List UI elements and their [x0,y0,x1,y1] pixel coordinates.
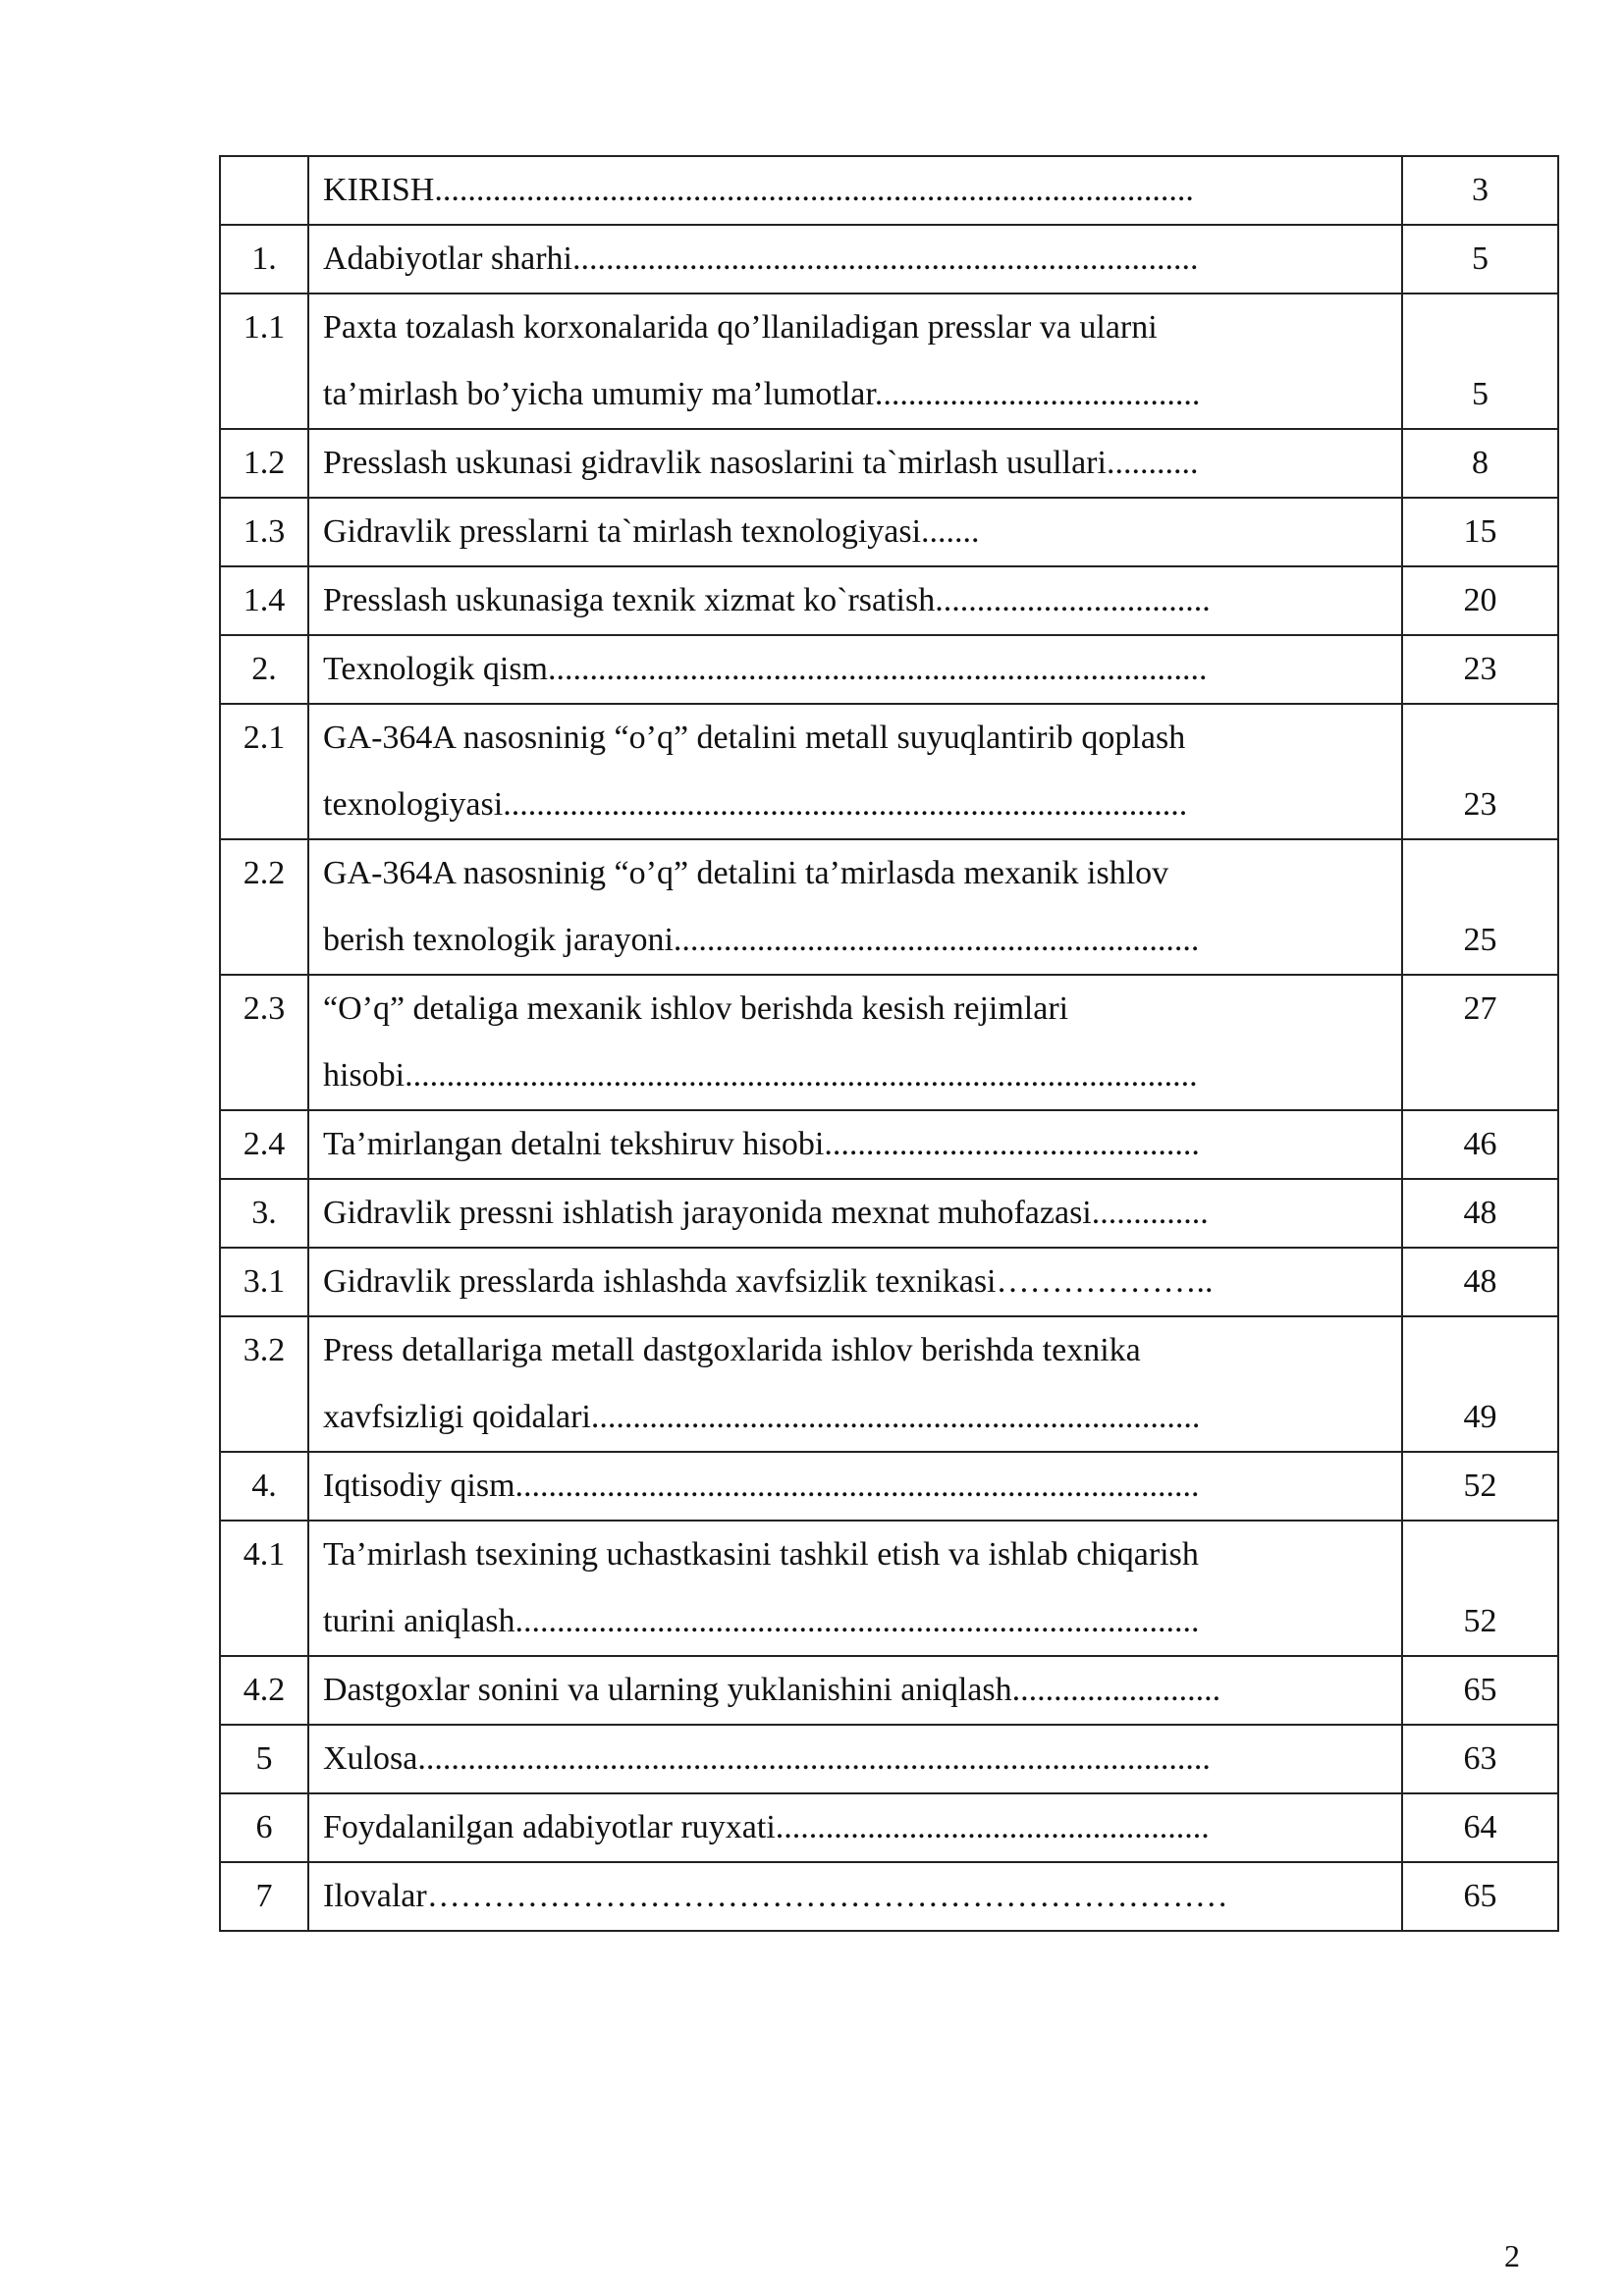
toc-title-line: ta’mirlash bo’yicha umumiy ma’lumotlar....................................... [323,376,1201,412]
toc-row [220,1656,1558,1725]
toc-page-number: 23 [1402,704,1558,839]
toc-section-number: 3. [220,1179,308,1248]
toc-row [220,1248,1558,1316]
toc-section-title [308,1179,1402,1248]
toc-page-number: 5 [1402,225,1558,294]
toc-page-number: 25 [1402,839,1558,975]
toc-title-line: Ta’mirlangan detalni tekshiruv hisobi............................................. [323,1126,1200,1162]
toc-section-number: 2.1 [220,704,308,839]
toc-section-number: 1.1 [220,294,308,429]
toc-title-line: berish texnologik jarayoni............................................................... [323,922,1200,958]
toc-section-title [308,839,1402,975]
toc-section-number: 2.3 [220,975,308,1110]
toc-body [220,156,1558,1931]
toc-title-line: KIRISH........................................................................................... [323,172,1194,208]
toc-row [220,1725,1558,1793]
toc-section-title [308,1316,1402,1452]
toc-page-number: 48 [1402,1248,1558,1316]
toc-row [220,839,1558,975]
toc-section-title [308,635,1402,704]
toc-section-number [220,156,308,225]
toc-page-number: 64 [1402,1793,1558,1862]
toc-section-title [308,1725,1402,1793]
toc-title-line: texnologiyasi.................................................................................. [323,786,1188,823]
toc-title-line: Gidravlik presslarni ta`mirlash texnologiyasi....... [323,513,980,550]
toc-title-line: Foydalanilgan adabiyotlar ruyxati.................................................... [323,1809,1210,1845]
toc-page-number: 27 [1402,975,1558,1110]
toc-row [220,498,1558,566]
toc-row [220,566,1558,635]
toc-title-line: Xulosa............................................................................................... [323,1740,1211,1777]
toc-section-title [308,429,1402,498]
toc-row [220,975,1558,1110]
toc-section-number: 2. [220,635,308,704]
toc-section-number: 2.2 [220,839,308,975]
toc-title-line: Dastgoxlar sonini va ularning yuklanishini aniqlash......................... [323,1672,1221,1708]
toc-section-title [308,1110,1402,1179]
toc-page-number: 3 [1402,156,1558,225]
toc-section-title [308,156,1402,225]
toc-section-title [308,225,1402,294]
toc-section-number: 1.4 [220,566,308,635]
toc-section-title [308,1862,1402,1931]
toc-page-number: 65 [1402,1862,1558,1931]
toc-row [220,1452,1558,1521]
toc-page-number: 52 [1402,1521,1558,1656]
toc-section-number: 4.2 [220,1656,308,1725]
toc-page-number: 49 [1402,1316,1558,1452]
toc-section-title [308,498,1402,566]
toc-section-number: 4. [220,1452,308,1521]
toc-title-line: Gidravlik presslarda ishlashda xavfsizlik texnikasi……………….. [323,1263,1214,1300]
toc-section-number: 7 [220,1862,308,1931]
toc-title-line: Ilovalar……………………………………………………………… [323,1878,1228,1914]
toc-section-number: 1.3 [220,498,308,566]
toc-page-number: 20 [1402,566,1558,635]
toc-section-title [308,975,1402,1110]
toc-page-number: 65 [1402,1656,1558,1725]
toc-title-line: GA-364A nasosninig “o’q” detalini ta’mirlasda mexanik ishlov [323,855,1169,891]
toc-title-line: Ta’mirlash tsexining uchastkasini tashkil etish va ishlab chiqarish [323,1536,1199,1573]
toc-section-title [308,1521,1402,1656]
toc-title-line: Presslash uskunasi gidravlik nasoslarini ta`mirlash usullari........... [323,445,1199,481]
toc-title-line: Presslash uskunasiga texnik xizmat ko`rsatish................................. [323,582,1211,618]
toc-row [220,1521,1558,1656]
toc-page-number: 8 [1402,429,1558,498]
toc-section-number: 1. [220,225,308,294]
toc-title-line: turini aniqlash.................................................................................. [323,1603,1200,1639]
toc-title-line: hisobi............................................................................................... [323,1057,1198,1094]
toc-section-number: 5 [220,1725,308,1793]
toc-title-line: Press detallariga metall dastgoxlarida ishlov berishda texnika [323,1332,1141,1368]
toc-page-number: 63 [1402,1725,1558,1793]
toc-row [220,294,1558,429]
toc-row [220,429,1558,498]
toc-row [220,1793,1558,1862]
toc-section-number: 1.2 [220,429,308,498]
toc-title-line: Gidravlik pressni ishlatish jarayonida mexnat muhofazasi.............. [323,1195,1209,1231]
toc-title-line: Iqtisodiy qism.................................................................................. [323,1468,1200,1504]
toc-title-line: Texnologik qism............................................................................... [323,651,1208,687]
toc-title-line: “O’q” detaliga mexanik ishlov berishda kesish rejimlari [323,990,1069,1027]
toc-section-number: 3.1 [220,1248,308,1316]
toc-section-number: 6 [220,1793,308,1862]
toc-page-number: 23 [1402,635,1558,704]
table-of-contents [219,155,1559,1932]
toc-section-title [308,566,1402,635]
toc-row [220,1110,1558,1179]
toc-row [220,225,1558,294]
toc-title-line: GA-364A nasosninig “o’q” detalini metall suyuqlantirib qoplash [323,720,1186,756]
toc-section-number: 2.4 [220,1110,308,1179]
toc-page-number: 48 [1402,1179,1558,1248]
toc-section-title [308,1248,1402,1316]
page-number: 2 [1504,2238,1520,2273]
toc-section-title [308,1656,1402,1725]
toc-section-title [308,1793,1402,1862]
toc-section-title [308,1452,1402,1521]
toc-page-number: 52 [1402,1452,1558,1521]
toc-page-number: 15 [1402,498,1558,566]
toc-row [220,1316,1558,1452]
toc-section-number: 3.2 [220,1316,308,1452]
toc-section-title [308,704,1402,839]
toc-title-line: Paxta tozalash korxonalarida qo’llaniladigan presslar va ularni [323,309,1158,346]
toc-row [220,704,1558,839]
toc-row [220,635,1558,704]
toc-page-number: 5 [1402,294,1558,429]
toc-section-title [308,294,1402,429]
toc-page-number: 46 [1402,1110,1558,1179]
toc-title-line: Adabiyotlar sharhi........................................................................... [323,240,1199,277]
toc-row [220,1862,1558,1931]
toc-row [220,1179,1558,1248]
toc-section-number: 4.1 [220,1521,308,1656]
toc-row [220,156,1558,225]
toc-title-line: xavfsizligi qoidalari......................................................................... [323,1399,1201,1435]
